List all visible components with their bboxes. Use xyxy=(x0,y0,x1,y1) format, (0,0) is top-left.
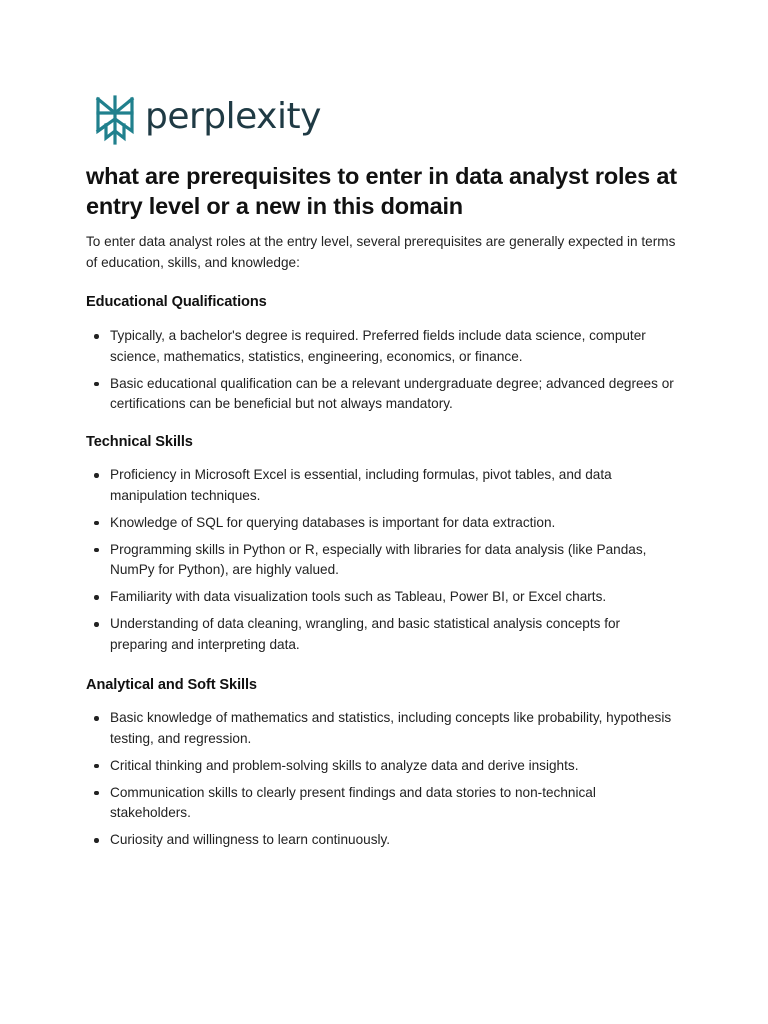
list-item: Understanding of data cleaning, wrangling, and basic statistical analysis concepts for preparing and interpreting data. xyxy=(86,614,676,655)
perplexity-logo-icon xyxy=(94,94,136,146)
page-title: what are prerequisites to enter in data analyst roles at entry level or a new in this domain xyxy=(86,163,677,219)
intro-paragraph: To enter data analyst roles at the entry level, several prerequisites are generally expected in terms of education, skills, and knowledge: xyxy=(86,234,676,270)
perplexity-logo xyxy=(94,94,321,146)
list-item: Basic educational qualification can be a relevant undergraduate degree; advanced degrees or certifications can be beneficial but not always mandatory. xyxy=(86,374,676,415)
list-item: Communication skills to clearly present findings and data stories to non-technical stakeholders. xyxy=(86,783,676,824)
section-heading-technical: Technical Skills xyxy=(86,434,193,450)
list-item: Programming skills in Python or R, especially with libraries for data analysis (like Pandas, NumPy for Python), are highly valued. xyxy=(86,540,676,581)
section-heading-analytical: Analytical and Soft Skills xyxy=(86,677,257,693)
list-item: Proficiency in Microsoft Excel is essential, including formulas, pivot tables, and data manipulation techniques. xyxy=(86,465,676,506)
technical-skills-list xyxy=(86,465,676,662)
soft-skills-list xyxy=(86,708,676,857)
logo-wordmark: perplexity xyxy=(145,96,321,137)
section-heading-education: Educational Qualifications xyxy=(86,294,267,310)
list-item: Typically, a bachelor's degree is required. Preferred fields include data science, computer science, mathematics, statistics, engineering, economics, or finance. xyxy=(86,326,676,367)
list-item: Familiarity with data visualization tools such as Tableau, Power BI, or Excel charts. xyxy=(86,587,676,608)
list-item: Basic knowledge of mathematics and statistics, including concepts like probability, hypothesis testing, and regression. xyxy=(86,708,676,749)
education-list xyxy=(86,326,676,421)
list-item: Critical thinking and problem-solving skills to analyze data and derive insights. xyxy=(86,756,676,777)
list-item: Knowledge of SQL for querying databases is important for data extraction. xyxy=(86,513,676,534)
list-item: Curiosity and willingness to learn continuously. xyxy=(86,830,676,851)
